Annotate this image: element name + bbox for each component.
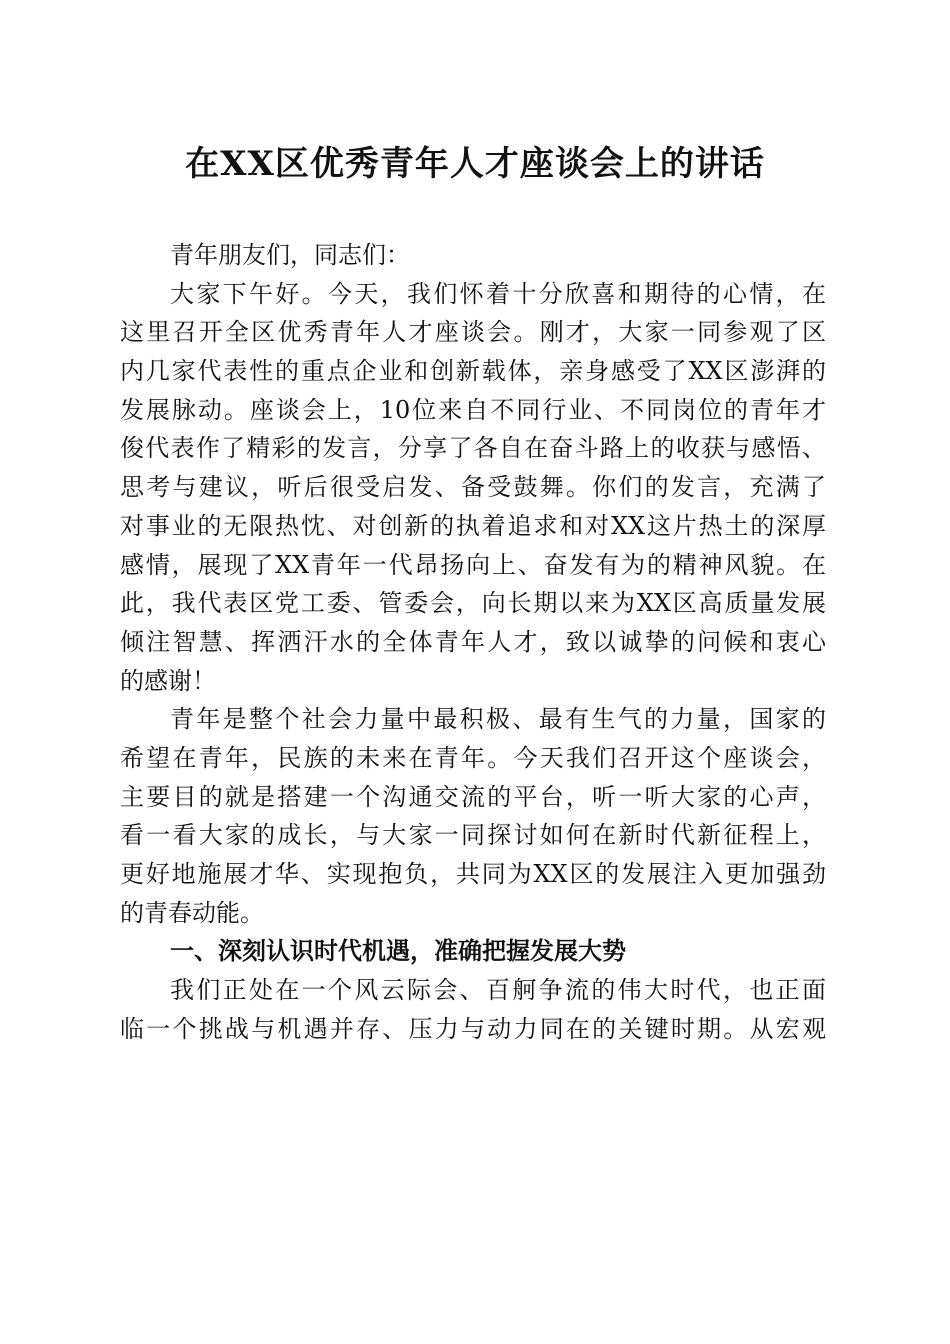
text-line: 我们正处在一个风云际会、百舸争流的伟大时代，也正面 (170, 976, 826, 1005)
document-title: 在XX区优秀青年人才座谈会上的讲话 (185, 144, 765, 184)
paragraph (120, 275, 826, 701)
text-line: 此，我代表区党工委、管委会，向长期以来为XX区高质量发展 (120, 589, 826, 618)
text-line: 发展脉动。座谈会上，10位来自不同行业、不同岗位的青年才 (120, 395, 826, 424)
text-line: 的感谢！ (120, 666, 216, 695)
text-line: 倾注智慧、挥洒汗水的全体青年人才，致以诚挚的问候和衷心 (120, 627, 826, 656)
section-heading (120, 932, 826, 971)
text-line: 对事业的无限热忱、对创新的执着追求和对XX这片热土的深厚 (120, 511, 826, 540)
text-line: 看一看大家的成长，与大家一同探讨如何在新时代新征程上， (120, 821, 826, 850)
text-line: 俊代表作了精彩的发言，分享了各自在奋斗路上的收获与感悟、 (120, 434, 826, 463)
text-line: 感情，展现了XX青年一代昂扬向上、奋发有为的精神风貌。在 (120, 550, 826, 579)
paragraph (120, 700, 826, 932)
text-line: 大家下午好。今天，我们怀着十分欣喜和期待的心情，在 (170, 279, 826, 308)
text-line: 青年朋友们，同志们： (170, 241, 410, 269)
text-line: 临一个挑战与机遇并存、压力与动力同在的关键时期。从宏观 (120, 1014, 826, 1043)
text-line: 青年是整个社会力量中最积极、最有生气的力量，国家的 (170, 705, 826, 734)
text-line: 内几家代表性的重点企业和创新载体，亲身感受了XX区澎湃的 (120, 357, 826, 386)
text-line: 这里召开全区优秀青年人才座谈会。刚才，大家一同参观了区 (120, 318, 826, 347)
text-line: 更好地施展才华、实现抱负，共同为XX区的发展注入更加强劲 (120, 860, 826, 888)
paragraph (120, 236, 826, 275)
text-line: 的青春动能。 (120, 898, 264, 927)
text-line: 主要目的就是搭建一个沟通交流的平台，听一听大家的心声， (120, 782, 826, 811)
paragraph (120, 971, 826, 1048)
text-line: 思考与建议，听后很受启发、备受鼓舞。你们的发言，充满了 (120, 473, 826, 502)
text-line: 一、深刻认识时代机遇，准确把握发展大势 (170, 936, 626, 966)
text-line: 希望在青年，民族的未来在青年。今天我们召开这个座谈会， (120, 743, 826, 772)
document-body (120, 236, 826, 1048)
